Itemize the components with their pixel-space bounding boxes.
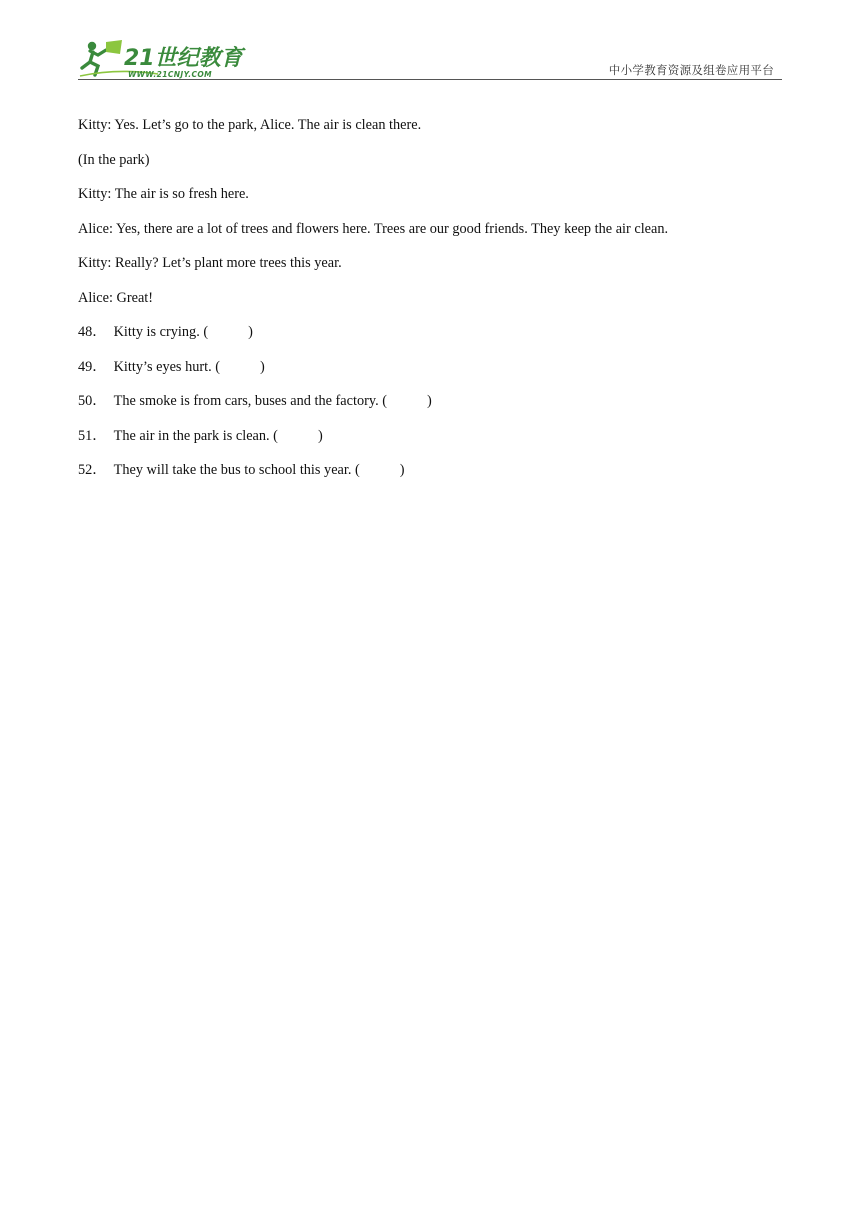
runner-logo-icon <box>78 38 248 80</box>
passage-line <box>78 212 782 247</box>
passage-line <box>78 177 782 212</box>
passage-text: Yes, there are a lot of trees and flowers here. Trees are our good friends. They keep the air clean. <box>115 220 669 237</box>
question-item <box>78 315 782 350</box>
header-tagline: 中小学教育资源及组卷应用平台 <box>608 63 774 77</box>
question-text: They will take the bus to school this year. ( <box>113 462 360 478</box>
passage-text: Great! <box>116 289 154 306</box>
question-number: 52． <box>78 462 107 478</box>
question-item <box>78 384 782 419</box>
passage-line <box>78 143 782 178</box>
passage-text: The air is so fresh here. <box>114 186 249 202</box>
passage-text: Really? Let’s plant more trees this year. <box>114 255 342 271</box>
passage-line <box>78 246 782 281</box>
passage-text: Yes. Let’s go to the park, Alice. The air is clean there. <box>114 117 422 133</box>
question-close-paren: ) <box>317 427 323 444</box>
speaker: Kitty: <box>78 255 112 271</box>
header-divider <box>78 79 782 80</box>
question-number: 50． <box>78 393 107 409</box>
logo-main-text: 21世纪教育 <box>124 46 243 71</box>
speaker: Kitty: <box>78 117 112 133</box>
question-close-paren: ) <box>399 462 405 478</box>
question-number: 48． <box>78 324 107 340</box>
question-close-paren: ) <box>427 393 432 409</box>
passage-text: (In the park) <box>78 151 150 168</box>
page-header <box>78 38 782 82</box>
question-text: Kitty’s eyes hurt. ( <box>113 358 221 375</box>
question-item <box>78 350 782 385</box>
question-item <box>78 453 782 488</box>
question-text: The air in the park is clean. ( <box>113 427 278 444</box>
question-close-paren: ) <box>260 358 265 375</box>
speaker: Alice: <box>78 289 113 306</box>
question-text: The smoke is from cars, buses and the factory. ( <box>113 393 388 409</box>
speaker: Kitty: <box>78 186 112 202</box>
logo <box>78 38 248 80</box>
question-item <box>78 419 782 454</box>
question-number: 51． <box>78 427 107 444</box>
passage-line <box>78 281 782 316</box>
question-text: Kitty is crying. ( <box>113 324 209 340</box>
question-number: 49． <box>78 358 107 375</box>
question-close-paren: ) <box>248 324 253 340</box>
document-body <box>78 108 782 488</box>
passage-line <box>78 108 782 143</box>
speaker: Alice: <box>78 220 113 237</box>
logo-sub-text: WWW.21CNJY.COM <box>128 70 213 79</box>
